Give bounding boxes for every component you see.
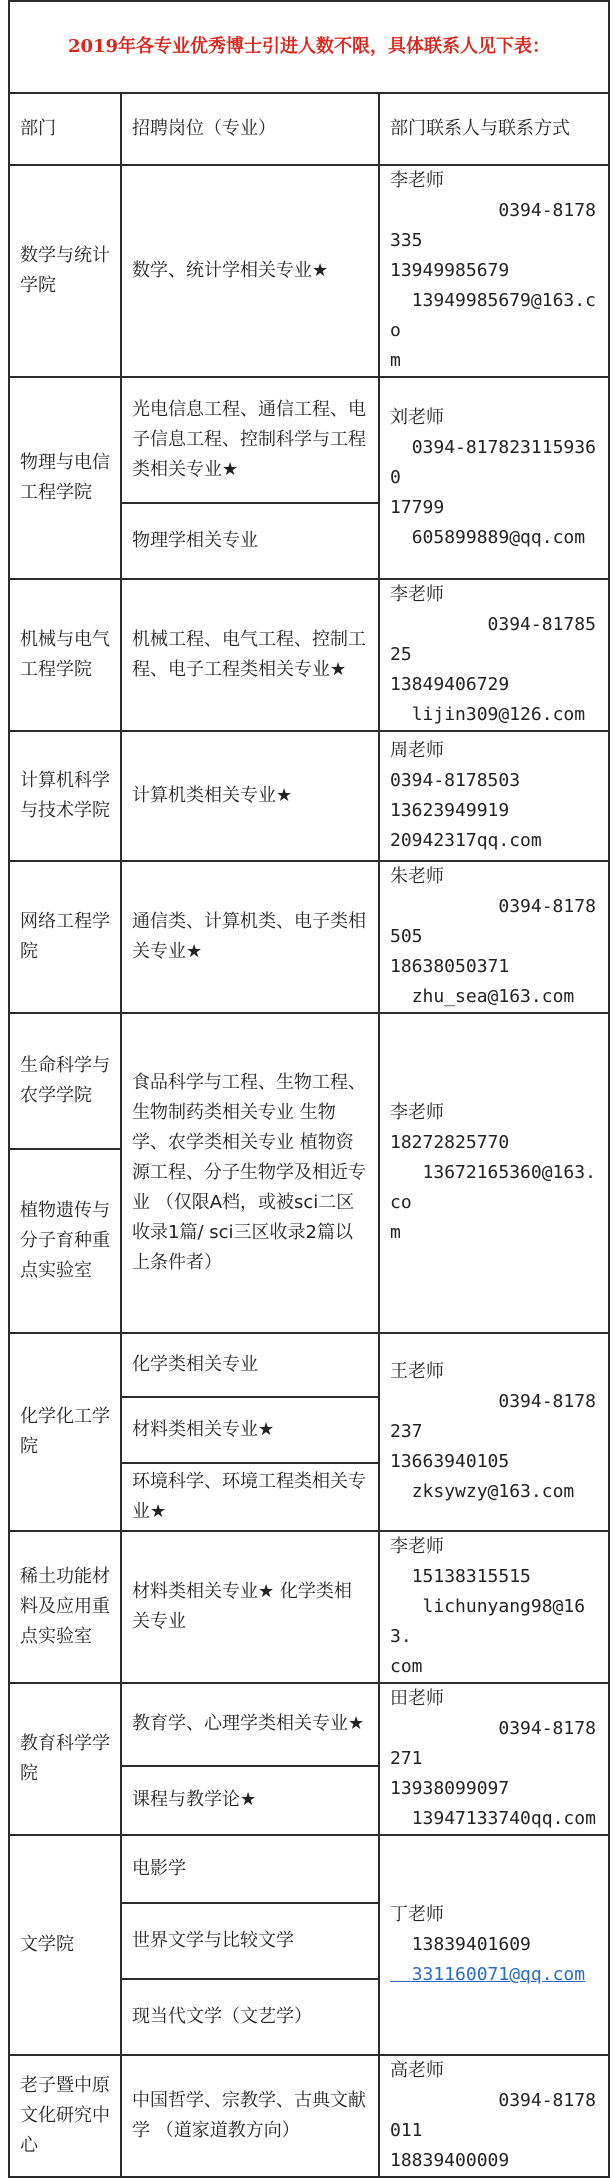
contact-email: zksywzy@163.com xyxy=(390,1481,575,1502)
position-cell: 机械工程、电气工程、控制工程、电子工程类相关专业★ xyxy=(121,579,379,731)
contact-email: zhu_sea@163.com xyxy=(390,986,575,1007)
table-title: 2019年各专业优秀博士引进人数不限，具体联系人见下表： xyxy=(9,1,609,93)
contact-mobile: 17799 xyxy=(390,497,445,518)
dept-cell: 文学院 xyxy=(9,1835,121,2055)
contact-phone: 0394-8178505 xyxy=(390,896,596,947)
dept-cell: 化学化工学院 xyxy=(9,1333,121,1531)
contact-mobile: 18638050371 xyxy=(390,956,510,977)
dept-cell: 计算机科学与技术学院 xyxy=(9,731,121,861)
position-cell: 数学、统计学相关专业★ xyxy=(121,165,379,377)
dept-cell: 植物遗传与分子育种重点实验室 xyxy=(9,1149,121,1333)
contact-mobile: 13938099097 xyxy=(390,1778,510,1799)
recruitment-table xyxy=(8,0,610,2178)
contact-email-cont: com xyxy=(390,1656,423,1677)
contact-email: 13949985679@163.co xyxy=(390,290,596,341)
contact-name: 李老师 xyxy=(390,584,444,605)
position-cell: 材料类相关专业★ 化学类相关专业 xyxy=(121,1531,379,1683)
contact-phone: 0394-8178335 xyxy=(390,200,596,251)
contact-name: 高老师 xyxy=(390,2060,444,2081)
position-cell: 教育学、心理学类相关专业★ xyxy=(121,1683,379,1766)
position-cell: 现当代文学（文艺学） xyxy=(121,1979,379,2055)
contact-name: 朱老师 xyxy=(390,866,444,887)
contact-email: 13947133740qq.com xyxy=(390,1808,596,1829)
contact-email-cont: m xyxy=(390,1222,401,1243)
contact-mobile: 13839401609 xyxy=(390,1934,531,1955)
contact-mobile: 15138315515 xyxy=(390,1566,531,1587)
dept-cell: 生命科学与农学学院 xyxy=(9,1013,121,1149)
contact-mobile: 13663940105 xyxy=(390,1451,510,1472)
contact-cell xyxy=(379,579,609,731)
position-cell: 食品科学与工程、生物工程、生物制药类相关专业 生物学、农学类相关专业 植物资源工程、分子生物学及相近专业 （仅限A档，或被sci二区收录1篇/ sci三区收录2篇以上条件者） xyxy=(121,1013,379,1333)
contact-mobile: 18272825770 xyxy=(390,1132,510,1153)
contact-cell xyxy=(379,1683,609,1835)
contact-cell xyxy=(379,1333,609,1531)
contact-email: 605899889@qq.com xyxy=(390,527,586,548)
contact-cell xyxy=(379,2055,609,2177)
dept-cell: 教育科学学院 xyxy=(9,1683,121,1835)
dept-cell: 稀土功能材料及应用重点实验室 xyxy=(9,1531,121,1683)
contact-cell xyxy=(379,731,609,861)
contact-phone: 0394-8178503 xyxy=(390,770,521,791)
contact-cell xyxy=(379,861,609,1013)
contact-mobile: 13949985679 xyxy=(390,260,510,281)
contact-name: 李老师 xyxy=(390,1102,444,1123)
contact-cell xyxy=(379,165,609,377)
position-cell: 中国哲学、宗教学、古典文献学 （道家道教方向） xyxy=(121,2055,379,2177)
dept-cell: 老子暨中原文化研究中心 xyxy=(9,2055,121,2177)
position-cell: 化学类相关专业 xyxy=(121,1333,379,1397)
contact-cell xyxy=(379,1531,609,1683)
contact-name: 王老师 xyxy=(390,1361,444,1382)
contact-name: 刘老师 xyxy=(390,407,444,428)
contact-phone: 0394-8178237 xyxy=(390,1391,596,1442)
contact-cell xyxy=(379,1013,609,1333)
contact-mobile: 13623949919 xyxy=(390,800,510,821)
position-cell: 计算机类相关专业★ xyxy=(121,731,379,861)
contact-cell xyxy=(379,1835,609,2055)
contact-email: 13672165360@163.co xyxy=(390,1162,596,1213)
contact-email-link[interactable]: 331160071@qq.com xyxy=(390,1964,586,1985)
contact-email: 20942317qq.com xyxy=(390,830,542,851)
position-cell: 光电信息工程、通信工程、电子信息工程、控制科学与工程类相关专业★ xyxy=(121,377,379,503)
contact-phone: 0394-8178231159360 xyxy=(390,437,596,488)
position-cell: 课程与教学论★ xyxy=(121,1766,379,1835)
contact-name: 李老师 xyxy=(390,170,444,191)
contact-phone: 0394-8178011 xyxy=(390,2090,596,2141)
contact-cell xyxy=(379,377,609,579)
contact-email: lijin309@126.com xyxy=(390,704,586,725)
contact-email-cont: m xyxy=(390,350,401,371)
dept-cell: 网络工程学院 xyxy=(9,861,121,1013)
contact-name: 周老师 xyxy=(390,740,444,761)
contact-phone: 0394-8178525 xyxy=(390,614,596,665)
header-dept: 部门 xyxy=(9,93,121,165)
contact-email: lichunyang98@163. xyxy=(390,1596,586,1647)
contact-name: 李老师 xyxy=(390,1536,444,1557)
position-cell: 材料类相关专业★ xyxy=(121,1397,379,1463)
position-cell: 物理学相关专业 xyxy=(121,503,379,579)
dept-cell: 数学与统计学院 xyxy=(9,165,121,377)
position-cell: 环境科学、环境工程类相关专业★ xyxy=(121,1463,379,1531)
contact-name: 丁老师 xyxy=(390,1904,444,1925)
header-contact: 部门联系人与联系方式 xyxy=(379,93,609,165)
contact-phone: 0394-8178271 xyxy=(390,1718,596,1769)
contact-name: 田老师 xyxy=(390,1688,444,1709)
position-cell: 世界文学与比较文学 xyxy=(121,1903,379,1979)
dept-cell: 机械与电气工程学院 xyxy=(9,579,121,731)
contact-mobile: 13849406729 xyxy=(390,674,510,695)
position-cell: 通信类、计算机类、电子类相关专业★ xyxy=(121,861,379,1013)
dept-cell: 物理与电信工程学院 xyxy=(9,377,121,579)
header-position: 招聘岗位（专业） xyxy=(121,93,379,165)
contact-mobile: 18839400009 xyxy=(390,2150,510,2171)
position-cell: 电影学 xyxy=(121,1835,379,1903)
